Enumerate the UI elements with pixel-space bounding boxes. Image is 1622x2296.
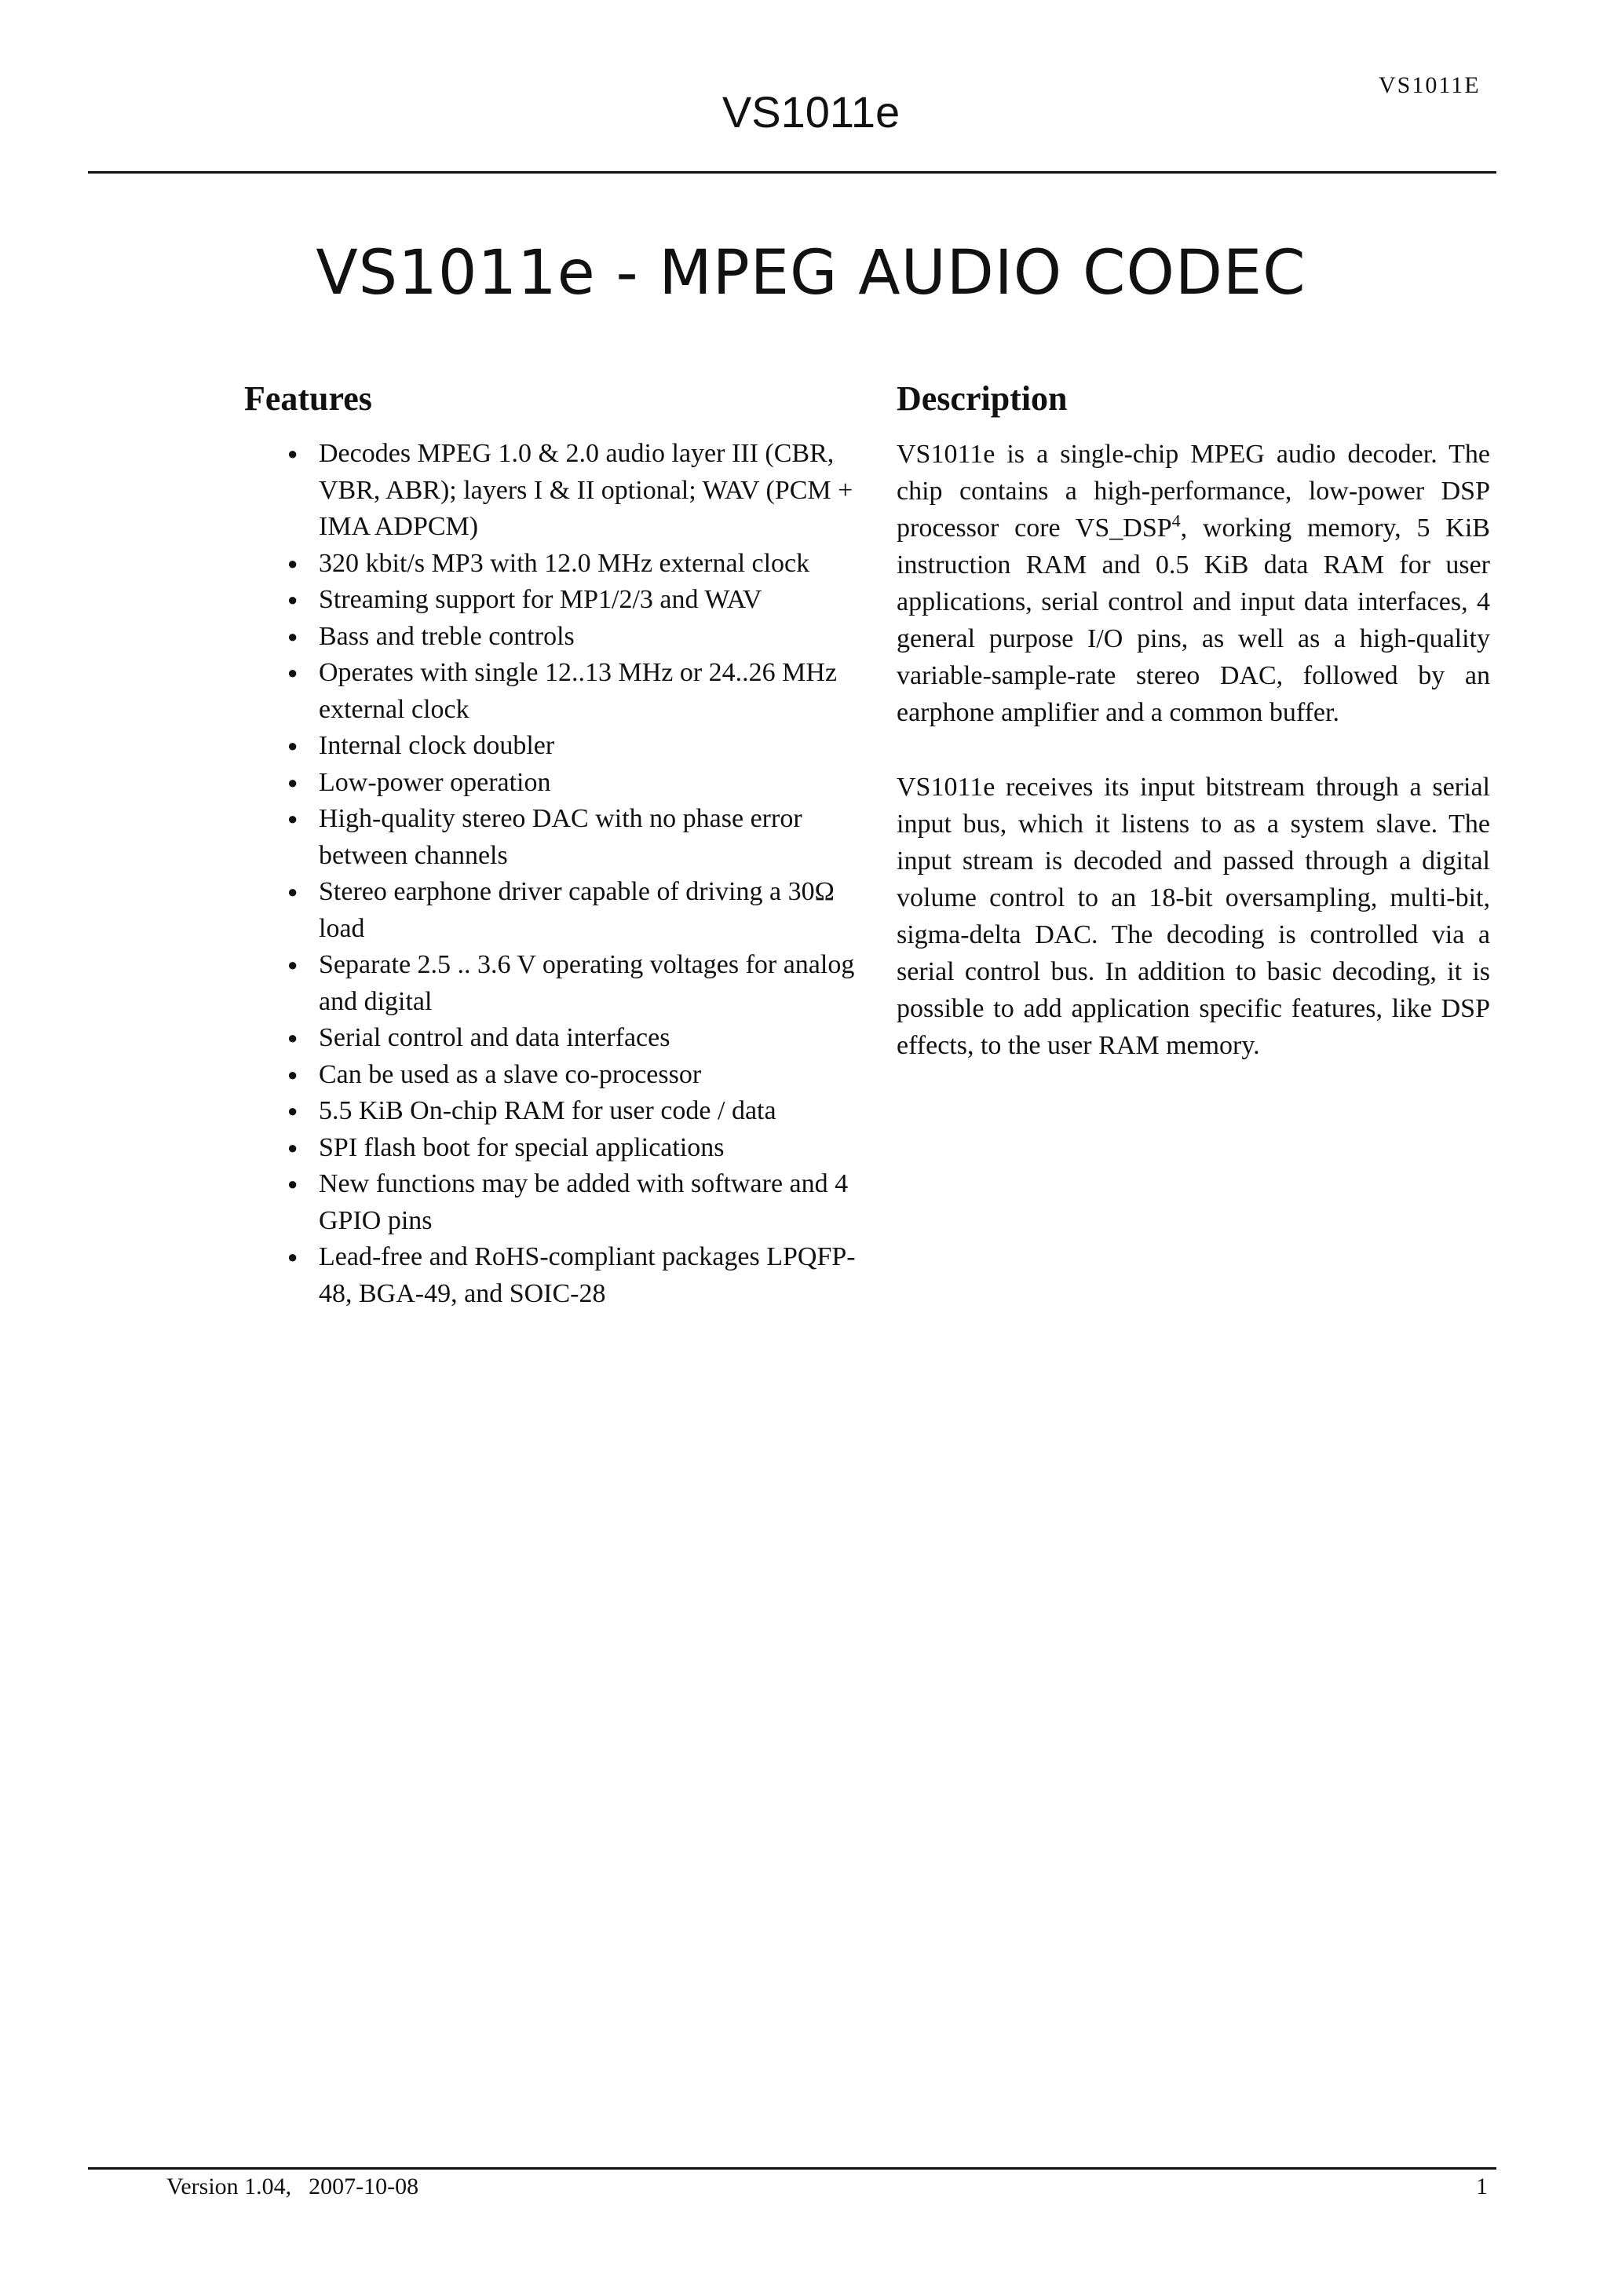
list-item (244, 1057, 864, 1094)
list-item (244, 546, 864, 583)
feature-text: Operates with single 12..13 MHz or 24..26 MHz external clock (319, 658, 838, 724)
footer-rule (88, 2167, 1496, 2170)
bullet-icon: ● (287, 736, 298, 755)
description-text: VS1011e is a single-chip MPEG audio decoder. The chip contains a high-performance, low-power DSP processor core VS_DSP (897, 440, 1490, 543)
superscript: 4 (1171, 510, 1181, 531)
features-list (244, 436, 864, 1312)
list-item (244, 655, 864, 728)
list-item (244, 1020, 864, 1057)
description-section (897, 378, 1490, 1102)
bullet-icon: ● (287, 772, 298, 792)
feature-text: Bass and treble controls (319, 621, 575, 651)
bullet-icon: ● (287, 1064, 298, 1084)
list-item (244, 728, 864, 765)
feature-text: High-quality stereo DAC with no phase error between channels (319, 804, 802, 870)
feature-text: Lead-free and RoHS-compliant packages LPQFP-48, BGA-49, and SOIC-28 (319, 1242, 856, 1308)
features-section (244, 378, 864, 1312)
feature-text: New functions may be added with software and 4 GPIO pins (319, 1169, 849, 1235)
footer-version (166, 2174, 418, 2200)
bullet-icon: ● (287, 1101, 298, 1121)
list-item (244, 619, 864, 656)
bullet-icon: ● (287, 663, 298, 682)
page-title: VS1011e - MPEG AUDIO CODEC (316, 238, 1306, 309)
bullet-icon: ● (287, 553, 298, 573)
list-item (244, 947, 864, 1020)
description-paragraph-1 (897, 436, 1490, 731)
feature-text: Stereo earphone driver capable of driving a 30Ω load (319, 877, 835, 943)
list-item (244, 1130, 864, 1167)
feature-text: Streaming support for MP1/2/3 and WAV (319, 585, 762, 614)
version-label: Version 1.04, (166, 2174, 292, 2199)
bullet-icon: ● (287, 955, 298, 974)
version-date: 2007-10-08 (309, 2174, 419, 2199)
feature-text: 5.5 KiB On-chip RAM for user code / data (319, 1096, 776, 1125)
bullet-icon: ● (287, 444, 298, 463)
feature-text: Can be used as a slave co-processor (319, 1059, 702, 1089)
description-paragraph-2: VS1011e receives its input bitstream through a serial input bus, which it listens to as a system slave. The input stream is decoded and passed through a digital volume control to an 18-bit oversampling, multi-bit, sigma-delta DAC. The decoding is controlled via a serial control bus. In addition to basic decoding, it is possible to add application specific features, like DSP effects, to the user RAM memory. (897, 773, 1490, 1060)
list-item (244, 1093, 864, 1130)
page-number: 1 (1476, 2174, 1488, 2199)
feature-text: Decodes MPEG 1.0 & 2.0 audio layer III (CBR, VBR, ABR); layers I & II optional; WAV (PCM + IMA ADPCM) (319, 439, 853, 541)
description-text: , working memory, 5 KiB instruction RAM and 0.5 KiB data RAM for user applications, serial control and input data interfaces, 4 general purpose I/O pins, as well as a high-quality variable-sample-rate stereo DAC, followed by an earphone amplifier and a common buffer. (897, 514, 1490, 727)
feature-text: 320 kbit/s MP3 with 12.0 MHz external clock (319, 548, 810, 578)
description-heading: Description (897, 379, 1068, 418)
bullet-icon: ● (287, 1137, 298, 1157)
header-rule (88, 171, 1496, 174)
feature-text: Low-power operation (319, 767, 551, 797)
feature-text: SPI flash boot for special applications (319, 1132, 725, 1162)
list-item (244, 1166, 864, 1239)
running-head: VS1011E (1379, 72, 1481, 98)
bullet-icon: ● (287, 590, 298, 609)
bullet-icon: ● (287, 809, 298, 828)
list-item (244, 801, 864, 874)
bullet-icon: ● (287, 1028, 298, 1047)
bullet-icon: ● (287, 1174, 298, 1194)
document-tag: VS1011e (721, 87, 901, 137)
list-item (244, 765, 864, 802)
list-item (244, 1239, 864, 1312)
feature-text: Serial control and data interfaces (319, 1023, 670, 1052)
feature-text: Internal clock doubler (319, 731, 555, 760)
list-item (244, 582, 864, 619)
features-heading: Features (244, 379, 372, 418)
list-item (244, 874, 864, 947)
list-item (244, 436, 864, 546)
bullet-icon: ● (287, 1247, 298, 1267)
bullet-icon: ● (287, 882, 298, 901)
bullet-icon: ● (287, 626, 298, 646)
feature-text: Separate 2.5 .. 3.6 V operating voltages for analog and digital (319, 950, 855, 1016)
